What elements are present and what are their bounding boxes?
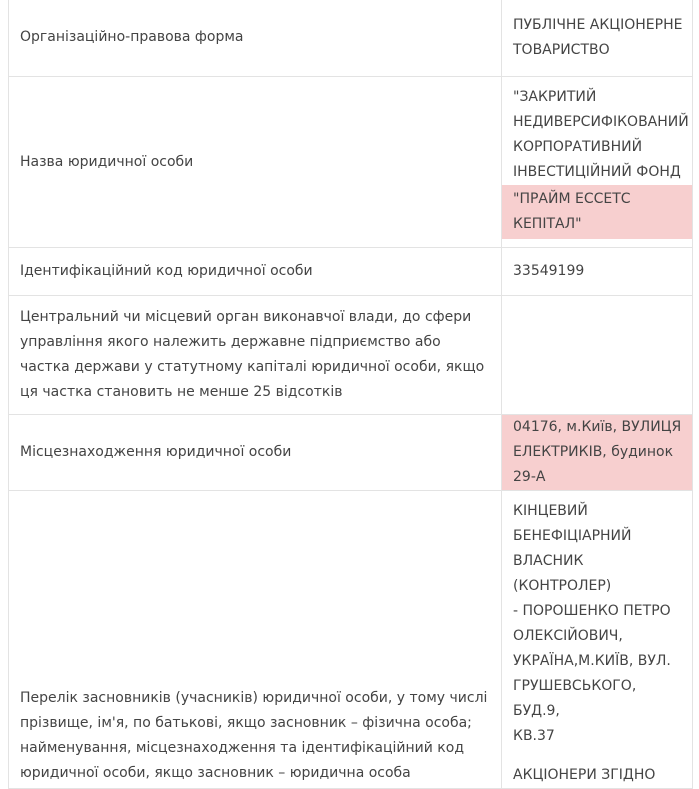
table-row (9, 415, 693, 491)
row-label: Перелік засновників (учасників) юридичної особи, у тому числі прізвище, ім'я, по батькові, якщо засновник – фізична особа; найменування, місцезнаходження та ідентифікаційний код юридичної особи, якщо засновник – юридична особа (9, 491, 502, 789)
row-label: Ідентифікаційний код юридичної особи (9, 248, 502, 296)
value-line: ГРУШЕВСЬКОГО, БУД.9, (513, 678, 637, 719)
value-line: "ЗАКРИТИЙ (513, 89, 597, 105)
row-value (502, 296, 693, 415)
highlighted-text: "ПРАЙМ ЕССЕТС КЕПІТАЛ" (502, 185, 692, 239)
table-row (9, 77, 693, 248)
row-label: Місцезнаходження юридичної особи (9, 415, 502, 491)
row-value (502, 491, 693, 789)
row-value (502, 77, 693, 248)
table-row (9, 248, 693, 296)
row-value: 33549199 (502, 248, 693, 296)
value-line: ВЛАСНИК (КОНТРОЛЕР) (513, 553, 612, 594)
value-line: КОРПОРАТИВНИЙ (513, 139, 643, 155)
value-line: УКРАЇНА,М.КИЇВ, ВУЛ. (513, 653, 671, 669)
company-details-table (8, 0, 693, 789)
value-line: ІНВЕСТИЦІЙНИЙ ФОНД (513, 164, 681, 180)
table-row (9, 0, 693, 77)
row-value: ПУБЛІЧНЕ АКЦІОНЕРНЕ ТОВАРИСТВО (502, 0, 693, 77)
row-value: 04176, м.Київ, ВУЛИЦЯ ЕЛЕКТРИКІВ, будинок 29-А (502, 415, 693, 491)
row-label: Центральний чи місцевий орган виконавчої влади, до сфери управління якого належить державне підприємство або частка держави у статутному капіталі юридичної особи, якщо ця частка становить не менше 25 відсотків (9, 296, 502, 415)
table-row (9, 491, 693, 789)
table-row (9, 296, 693, 415)
value-line: КІНЦЕВИЙ БЕНЕФІЦІАРНИЙ (513, 503, 632, 544)
value-line: ОЛЕКСІЙОВИЧ, (513, 628, 623, 644)
value-line: - ПОРОШЕНКО ПЕТРО (513, 603, 671, 619)
value-line: НЕДИВЕРСИФІКОВАНИЙ (513, 114, 689, 130)
row-label: Організаційно-правова форма (9, 0, 502, 77)
row-label: Назва юридичної особи (9, 77, 502, 248)
value-line: КВ.37 (513, 728, 555, 744)
value-line: АКЦІОНЕРИ ЗГІДНО (513, 767, 656, 783)
